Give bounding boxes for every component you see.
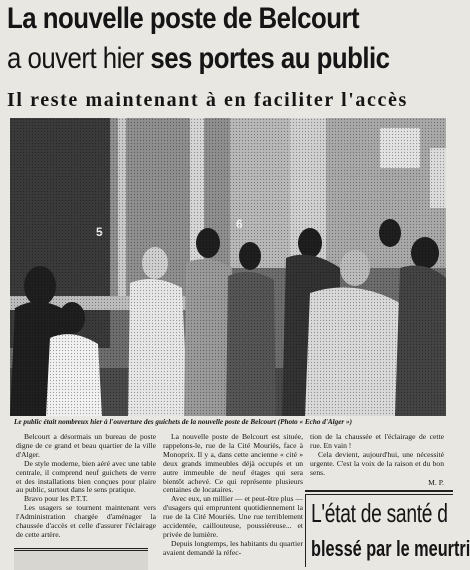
headline-line-2: [7, 42, 390, 76]
article-column-3: [310, 433, 444, 487]
paragraph: Les usagers se tournent maintenant vers l'Administration chargée d'aménager la chaussée d'accès et celle d'assurer l'éclairage de cette artère.: [16, 503, 156, 539]
article-column-1: [16, 433, 156, 540]
headline-line-1: La nouvelle poste de Belcourt: [7, 2, 360, 35]
adjacent-block: [14, 548, 148, 570]
paragraph: La nouvelle poste de Belcourt est située, rappelons-le, rue de la Cité Mouriès, face à Monoprix. Il y a, dans cette ancienne « cité » deux grands immeubles déjà occupés et un autre immeuble de neuf étages qui sera bientôt achevé. Ce qui représente plusieurs centaines de locataires.: [163, 432, 303, 495]
next-article-headline-1: L'état de santé d: [311, 498, 448, 528]
headline-line-2-plain: a ouvert hier: [7, 42, 151, 75]
paragraph: tion de la chaussée et l'éclairage de cette rue. En vain !: [310, 432, 444, 450]
next-article-headline-2: blessé par le meurtri: [311, 536, 470, 561]
post-office-photo: [10, 118, 446, 416]
paragraph: Cela devient, aujourd'hui, une nécessité urgente. C'est la voix de la raison et du bon sens.: [310, 449, 444, 477]
photo-caption: [14, 418, 444, 427]
headline-line-2-bold: ses portes au public: [150, 42, 390, 75]
author-signature: M. P.: [428, 477, 444, 487]
article-column-2: [163, 433, 303, 558]
paragraph: Avec eux, un millier — et peut-être plus — d'usagers qui empruntent quotidiennement la rue de la Cité Mouriès. Une rue terriblement accidentée, caillouteuse, poussiéreuse... et privée de lumière.: [163, 494, 303, 539]
caption-text: Le public était nombreux hier à l'ouverture des guichets de la nouvelle poste de Belcourt: [14, 418, 276, 426]
paragraph: De style moderne, bien aéré avec une table centrale, il comprend neuf guichets de verre et des installations bien conçues pour plaire au public, surtout dans le sens pratique.: [16, 458, 156, 495]
subheadline: Il reste maintenant à en faciliter l'accès: [7, 89, 408, 111]
paragraph: Bravo pour les P.T.T.: [24, 494, 88, 504]
divider: [305, 494, 453, 495]
divider: [305, 494, 306, 567]
post-office-photo-illustration: [10, 118, 446, 416]
caption-credit: (Photo « Echo d'Alger »): [277, 418, 353, 426]
divider: [305, 490, 453, 492]
paragraph: Depuis longtemps, les habitants du quartier avaient demandé la réfec-: [163, 538, 303, 557]
paragraph: Belcourt a désormais un bureau de poste digne de ce grand et beau quartier de la ville d'Alger.: [16, 432, 156, 459]
